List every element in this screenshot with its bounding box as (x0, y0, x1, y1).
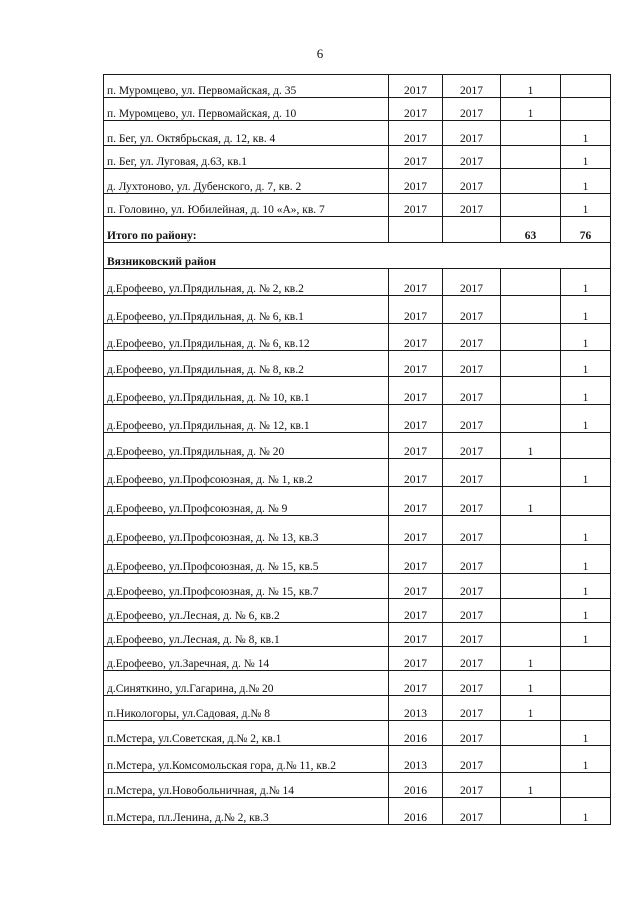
count-col1-cell (501, 545, 561, 574)
count-col2-cell: 1 (561, 623, 611, 647)
year-start-cell: 2017 (389, 146, 443, 169)
year-end-cell: 2017 (443, 351, 501, 377)
table-row (104, 75, 611, 98)
count-col1-cell: 1 (501, 671, 561, 696)
total-label: Итого по району: (104, 217, 389, 243)
address-cell: п.Мстера, пл.Ленина, д.№ 2, кв.3 (104, 798, 389, 825)
year-end-cell: 2017 (443, 433, 501, 459)
year-start-cell: 2013 (389, 746, 443, 773)
count-col1-cell (501, 169, 561, 194)
count-col1-cell (501, 623, 561, 647)
housing-table (103, 74, 611, 825)
table-row (104, 269, 611, 296)
count-col1-cell (501, 599, 561, 623)
total-count-col1: 63 (501, 217, 561, 243)
count-col2-cell (561, 75, 611, 98)
year-end-cell: 2017 (443, 721, 501, 746)
year-start-cell: 2017 (389, 516, 443, 545)
year-start-cell: 2017 (389, 671, 443, 696)
year-start-cell: 2017 (389, 194, 443, 217)
address-cell: д. Лухтоново, ул. Дубенского, д. 7, кв. 2 (104, 169, 389, 194)
count-col1-cell (501, 459, 561, 487)
year-end-cell: 2017 (443, 194, 501, 217)
count-col1-cell: 1 (501, 696, 561, 721)
table-row (104, 574, 611, 599)
year-end-cell: 2017 (443, 146, 501, 169)
address-cell: п.Никологоры, ул.Садовая, д.№ 8 (104, 696, 389, 721)
count-col1-cell: 1 (501, 773, 561, 798)
count-col1-cell (501, 269, 561, 296)
address-cell: д.Ерофеево, ул.Прядильная, д. № 6, кв.12 (104, 324, 389, 351)
year-end-cell: 2017 (443, 121, 501, 146)
address-cell: д.Ерофеево, ул.Прядильная, д. № 2, кв.2 (104, 269, 389, 296)
count-col2-cell (561, 647, 611, 671)
year-start-cell: 2017 (389, 169, 443, 194)
table-row (104, 405, 611, 433)
count-col2-cell (561, 433, 611, 459)
year-start-cell: 2016 (389, 798, 443, 825)
count-col2-cell (561, 98, 611, 121)
count-col2-cell: 1 (561, 746, 611, 773)
year-start-cell: 2017 (389, 574, 443, 599)
year-end-cell: 2017 (443, 169, 501, 194)
address-cell: д.Ерофеево, ул.Лесная, д. № 6, кв.2 (104, 599, 389, 623)
table-row (104, 516, 611, 545)
count-col1-cell (501, 721, 561, 746)
count-col2-cell: 1 (561, 377, 611, 405)
count-col1-cell (501, 798, 561, 825)
address-cell: п. Муромцево, ул. Первомайская, д. 35 (104, 75, 389, 98)
year-end-cell: 2017 (443, 671, 501, 696)
year-start-cell: 2017 (389, 121, 443, 146)
count-col2-cell: 1 (561, 721, 611, 746)
address-cell: д.Ерофеево, ул.Профсоюзная, д. № 15, кв.7 (104, 574, 389, 599)
count-col2-cell: 1 (561, 574, 611, 599)
year-end-cell: 2017 (443, 545, 501, 574)
count-col2-cell: 1 (561, 121, 611, 146)
count-col2-cell: 1 (561, 169, 611, 194)
year-end-cell: 2017 (443, 75, 501, 98)
year-start-cell: 2017 (389, 269, 443, 296)
count-col2-cell: 1 (561, 599, 611, 623)
year-start-cell: 2017 (389, 459, 443, 487)
housing-table-body (104, 75, 611, 825)
year-end-cell: 2017 (443, 798, 501, 825)
total-empty-cell (443, 217, 501, 243)
address-cell: п. Бег, ул. Октябрьская, д. 12, кв. 4 (104, 121, 389, 146)
year-end-cell: 2017 (443, 405, 501, 433)
count-col1-cell (501, 405, 561, 433)
count-col1-cell (501, 121, 561, 146)
year-start-cell: 2017 (389, 75, 443, 98)
year-start-cell: 2013 (389, 696, 443, 721)
count-col1-cell (501, 516, 561, 545)
year-start-cell: 2017 (389, 487, 443, 516)
table-row (104, 671, 611, 696)
year-start-cell: 2017 (389, 599, 443, 623)
year-end-cell: 2017 (443, 773, 501, 798)
year-end-cell: 2017 (443, 599, 501, 623)
count-col1-cell: 1 (501, 487, 561, 516)
address-cell: п.Мстера, ул.Новобольничная, д.№ 14 (104, 773, 389, 798)
count-col2-cell (561, 671, 611, 696)
count-col2-cell: 1 (561, 324, 611, 351)
table-row (104, 487, 611, 516)
address-cell: д.Ерофеево, ул.Профсоюзная, д. № 15, кв.5 (104, 545, 389, 574)
address-cell: д.Ерофеево, ул.Прядильная, д. № 8, кв.2 (104, 351, 389, 377)
year-end-cell: 2017 (443, 516, 501, 545)
count-col2-cell: 1 (561, 269, 611, 296)
count-col1-cell: 1 (501, 647, 561, 671)
table-row (104, 433, 611, 459)
count-col1-cell (501, 146, 561, 169)
total-count-col2: 76 (561, 217, 611, 243)
address-cell: п. Головино, ул. Юбилейная, д. 10 «А», кв. 7 (104, 194, 389, 217)
count-col2-cell: 1 (561, 296, 611, 324)
year-end-cell: 2017 (443, 459, 501, 487)
count-col2-cell (561, 696, 611, 721)
count-col2-cell (561, 773, 611, 798)
table-row (104, 545, 611, 574)
year-end-cell: 2017 (443, 377, 501, 405)
count-col1-cell (501, 574, 561, 599)
table-row (104, 623, 611, 647)
table-row (104, 146, 611, 169)
year-start-cell: 2017 (389, 623, 443, 647)
count-col2-cell: 1 (561, 798, 611, 825)
table-row (104, 121, 611, 146)
count-col2-cell: 1 (561, 545, 611, 574)
count-col1-cell (501, 194, 561, 217)
address-cell: д.Ерофеево, ул.Прядильная, д. № 6, кв.1 (104, 296, 389, 324)
year-end-cell: 2017 (443, 98, 501, 121)
address-cell: д.Ерофеево, ул.Профсоюзная, д. № 13, кв.3 (104, 516, 389, 545)
count-col2-cell: 1 (561, 194, 611, 217)
year-start-cell: 2017 (389, 545, 443, 574)
count-col1-cell (501, 324, 561, 351)
year-start-cell: 2017 (389, 377, 443, 405)
table-row (104, 647, 611, 671)
total-empty-cell (389, 217, 443, 243)
table-row (104, 599, 611, 623)
year-end-cell: 2017 (443, 623, 501, 647)
count-col2-cell: 1 (561, 146, 611, 169)
section-header-row (104, 243, 611, 269)
address-cell: д.Ерофеево, ул.Прядильная, д. № 20 (104, 433, 389, 459)
year-end-cell: 2017 (443, 647, 501, 671)
year-end-cell: 2017 (443, 746, 501, 773)
table-row (104, 746, 611, 773)
table-row (104, 98, 611, 121)
table-row (104, 296, 611, 324)
count-col1-cell: 1 (501, 98, 561, 121)
year-start-cell: 2017 (389, 351, 443, 377)
address-cell: д.Ерофеево, ул.Заречная, д. № 14 (104, 647, 389, 671)
count-col2-cell (561, 487, 611, 516)
year-start-cell: 2017 (389, 98, 443, 121)
address-cell: д.Синяткино, ул.Гагарина, д.№ 20 (104, 671, 389, 696)
year-end-cell: 2017 (443, 574, 501, 599)
table-row (104, 696, 611, 721)
year-start-cell: 2016 (389, 773, 443, 798)
year-end-cell: 2017 (443, 269, 501, 296)
count-col1-cell (501, 296, 561, 324)
table-row (104, 721, 611, 746)
address-cell: д.Ерофеево, ул.Прядильная, д. № 12, кв.1 (104, 405, 389, 433)
address-cell: д.Ерофеево, ул.Прядильная, д. № 10, кв.1 (104, 377, 389, 405)
address-cell: п.Мстера, ул.Комсомольская гора, д.№ 11, кв.2 (104, 746, 389, 773)
table-row (104, 194, 611, 217)
count-col2-cell: 1 (561, 405, 611, 433)
table-row (104, 377, 611, 405)
year-start-cell: 2017 (389, 296, 443, 324)
year-end-cell: 2017 (443, 324, 501, 351)
table-row (104, 798, 611, 825)
table-row (104, 773, 611, 798)
count-col2-cell: 1 (561, 516, 611, 545)
count-col2-cell: 1 (561, 459, 611, 487)
address-cell: д.Ерофеево, ул.Лесная, д. № 8, кв.1 (104, 623, 389, 647)
year-start-cell: 2017 (389, 324, 443, 351)
year-end-cell: 2017 (443, 696, 501, 721)
count-col1-cell: 1 (501, 75, 561, 98)
total-row (104, 217, 611, 243)
count-col1-cell (501, 746, 561, 773)
table-row (104, 324, 611, 351)
year-start-cell: 2017 (389, 405, 443, 433)
year-start-cell: 2017 (389, 647, 443, 671)
page-number: 6 (316, 46, 324, 61)
address-cell: п. Муромцево, ул. Первомайская, д. 10 (104, 98, 389, 121)
section-title: Вязниковский район (104, 243, 611, 269)
year-end-cell: 2017 (443, 296, 501, 324)
address-cell: д.Ерофеево, ул.Профсоюзная, д. № 9 (104, 487, 389, 516)
count-col1-cell (501, 351, 561, 377)
year-start-cell: 2017 (389, 433, 443, 459)
table-row (104, 459, 611, 487)
address-cell: д.Ерофеево, ул.Профсоюзная, д. № 1, кв.2 (104, 459, 389, 487)
count-col2-cell: 1 (561, 351, 611, 377)
year-end-cell: 2017 (443, 487, 501, 516)
address-cell: п. Бег, ул. Луговая, д.63, кв.1 (104, 146, 389, 169)
count-col1-cell: 1 (501, 433, 561, 459)
table-row (104, 169, 611, 194)
address-cell: п.Мстера, ул.Советская, д.№ 2, кв.1 (104, 721, 389, 746)
year-start-cell: 2016 (389, 721, 443, 746)
table-row (104, 351, 611, 377)
count-col1-cell (501, 377, 561, 405)
